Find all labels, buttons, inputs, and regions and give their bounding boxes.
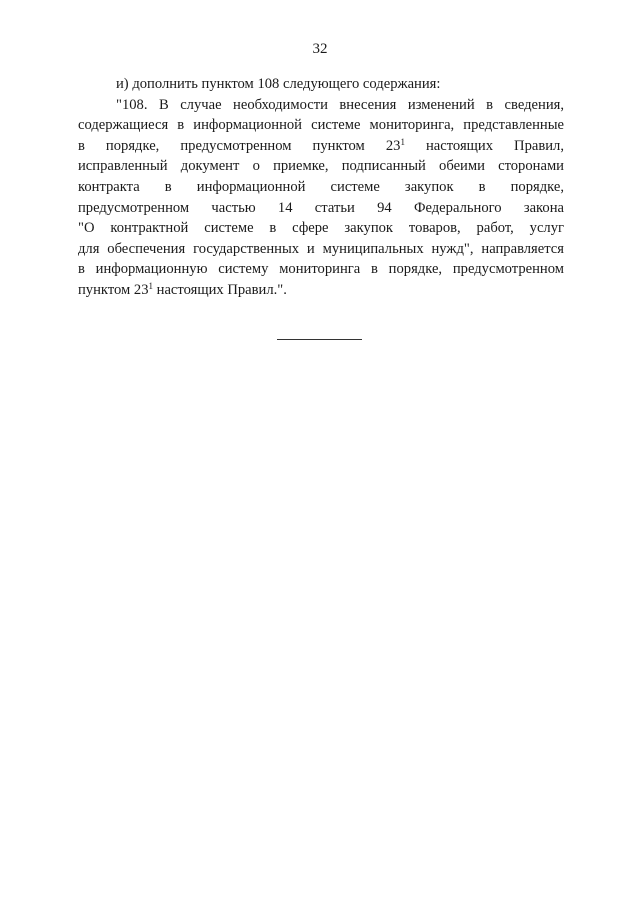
text-fragment: в порядке, предусмотренном пунктом 23	[78, 137, 401, 154]
text-line: контракта в информационной системе закупок в порядке,	[78, 178, 564, 195]
text-line: для обеспечения государственных и муниципальных нужд", направляется	[78, 240, 564, 257]
text-line: содержащиеся в информационной системе мониторинга, представленные	[78, 117, 564, 134]
text-fragment: пунктом 23	[78, 281, 149, 298]
intro-paragraph: и) дополнить пунктом 108 следующего содержания:	[116, 76, 441, 92]
separator-line	[277, 339, 362, 340]
text-line: "О контрактной системе в сфере закупок товаров, работ, услуг	[78, 220, 564, 237]
text-line	[78, 280, 564, 301]
text-line	[78, 136, 564, 157]
text-line: в информационную систему мониторинга в порядке, предусмотренном	[78, 261, 564, 278]
text-line: "108. В случае необходимости внесения изменений в сведения,	[116, 96, 564, 113]
text-line: предусмотренном частью 14 статьи 94 Федерального закона	[78, 199, 564, 216]
text-fragment: настоящих Правил.".	[153, 281, 287, 298]
text-fragment: настоящих Правил,	[404, 137, 564, 154]
amendment-paragraph	[78, 95, 564, 301]
superscript: 1	[148, 280, 153, 291]
page-number: 32	[312, 41, 328, 57]
document-body	[78, 74, 564, 301]
text-line: исправленный документ о приемке, подписанный обеими сторонами	[78, 158, 564, 175]
superscript: 1	[400, 136, 405, 147]
